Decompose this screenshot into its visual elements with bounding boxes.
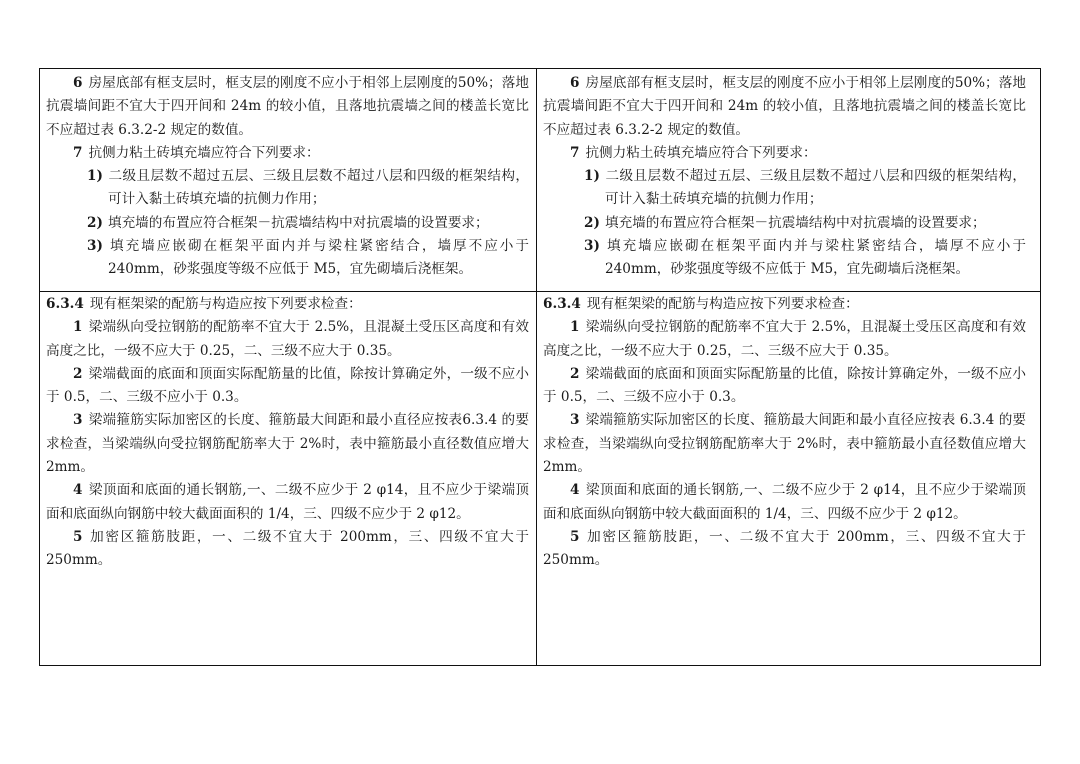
- left-top-cell: [40, 72, 535, 282]
- clause-2: 2 梁端截面的底面和顶面实际配筋量的比值，除按计算确定外，一级不应小于 0.5，二、三级不应小于 0.3。: [543, 365, 1026, 406]
- list-item: 2) 填充墙的布置应符合框架－抗震墙结构中对抗震墙的设置要求；: [584, 214, 986, 231]
- clause-6: 6 房屋底部有框支层时，框支层的刚度不应小于相邻上层刚度的50%；落地抗震墙间距不宜大于四开间和 24m 的较小值，且落地抗震墙之间的楼盖长宽比不应超过表 6.3.2-2 规定的数值。: [543, 75, 1026, 138]
- clause-2: 2 梁端截面的底面和顶面实际配筋量的比值，除按计算确定外，一级不应小于 0.5，二、三级不应小于 0.3。: [46, 365, 529, 406]
- clause-6: 6 房屋底部有框支层时，框支层的刚度不应小于相邻上层刚度的50%；落地抗震墙间距不宜大于四开间和 24m 的较小值，且落地抗震墙之间的楼盖长宽比不应超过表 6.3.2-2 规定的数值。: [46, 75, 529, 138]
- right-top-cell: [537, 72, 1032, 282]
- left-bottom-cell: [40, 293, 535, 573]
- clause-3: 3 梁端箍筋实际加密区的长度、箍筋最大间距和最小直径应按表 6.3.4 的要求检查，当梁端纵向受拉钢筋配筋率大于 2%时，表中箍筋最小直径数值应增大 2mm。: [543, 412, 1026, 476]
- list-item: 3) 填充墙应嵌砌在框架平面内并与梁柱紧密结合，墙厚不应小于240mm，砂浆强度等级不应低于 M5，宜先砌墙后浇框架。: [87, 238, 529, 278]
- clause-1: 1 梁端纵向受拉钢筋的配筋率不宜大于 2.5%，且混凝土受压区高度和有效高度之比，一级不应大于 0.25，二、三级不应大于 0.35。: [543, 319, 1026, 359]
- section-heading: 6.3.4 现有框架梁的配筋与构造应按下列要求检查：: [46, 296, 362, 312]
- list-item: 3) 填充墙应嵌砌在框架平面内并与梁柱紧密结合，墙厚不应小于240mm，砂浆强度等级不应低于 M5，宜先砌墙后浇框架。: [584, 238, 1026, 278]
- section-heading: 6.3.4 现有框架梁的配筋与构造应按下列要求检查：: [543, 296, 859, 312]
- right-bottom-cell: [537, 293, 1032, 573]
- clause-5: 5 加密区箍筋肢距，一、二级不宜大于 200mm，三、四级不宜大于250mm。: [543, 528, 1026, 569]
- clause-5: 5 加密区箍筋肢距，一、二级不宜大于 200mm，三、四级不宜大于250mm。: [46, 528, 529, 569]
- left-column: [40, 69, 535, 665]
- clause-7: 7 抗侧力粘土砖填充墙应符合下列要求：: [570, 144, 817, 161]
- clause-1: 1 梁端纵向受拉钢筋的配筋率不宜大于 2.5%，且混凝土受压区高度和有效高度之比，一级不应大于 0.25，二、三级不应大于 0.35。: [46, 319, 529, 359]
- clause-4: 4 梁顶面和底面的通长钢筋,一、二级不应少于 2 φ14，且不应少于梁端顶面和底面纵向钢筋中较大截面面积的 1/4，三、四级不应少于 2 φ12。: [46, 482, 529, 522]
- list-item: 1) 二级且层数不超过五层、三级且层数不超过八层和四级的框架结构，可计入黏土砖填充墙的抗侧力作用；: [584, 168, 1026, 208]
- clause-7: 7 抗侧力粘土砖填充墙应符合下列要求：: [73, 144, 320, 161]
- list-item: 1) 二级且层数不超过五层、三级且层数不超过八层和四级的框架结构，可计入黏土砖填充墙的抗侧力作用；: [87, 168, 529, 208]
- right-column: [537, 69, 1032, 665]
- clause-3: 3 梁端箍筋实际加密区的长度、箍筋最大间距和最小直径应按表6.3.4 的要求检查，当梁端纵向受拉钢筋配筋率大于 2%时，表中箍筋最小直径数值应增大 2mm。: [46, 412, 529, 476]
- list-item: 2) 填充墙的布置应符合框架－抗震墙结构中对抗震墙的设置要求；: [87, 214, 489, 231]
- comparison-table: [39, 68, 1041, 666]
- clause-4: 4 梁顶面和底面的通长钢筋,一、二级不应少于 2 φ14，且不应少于梁端顶面和底面纵向钢筋中较大截面面积的 1/4，三、四级不应少于 2 φ12。: [543, 482, 1026, 522]
